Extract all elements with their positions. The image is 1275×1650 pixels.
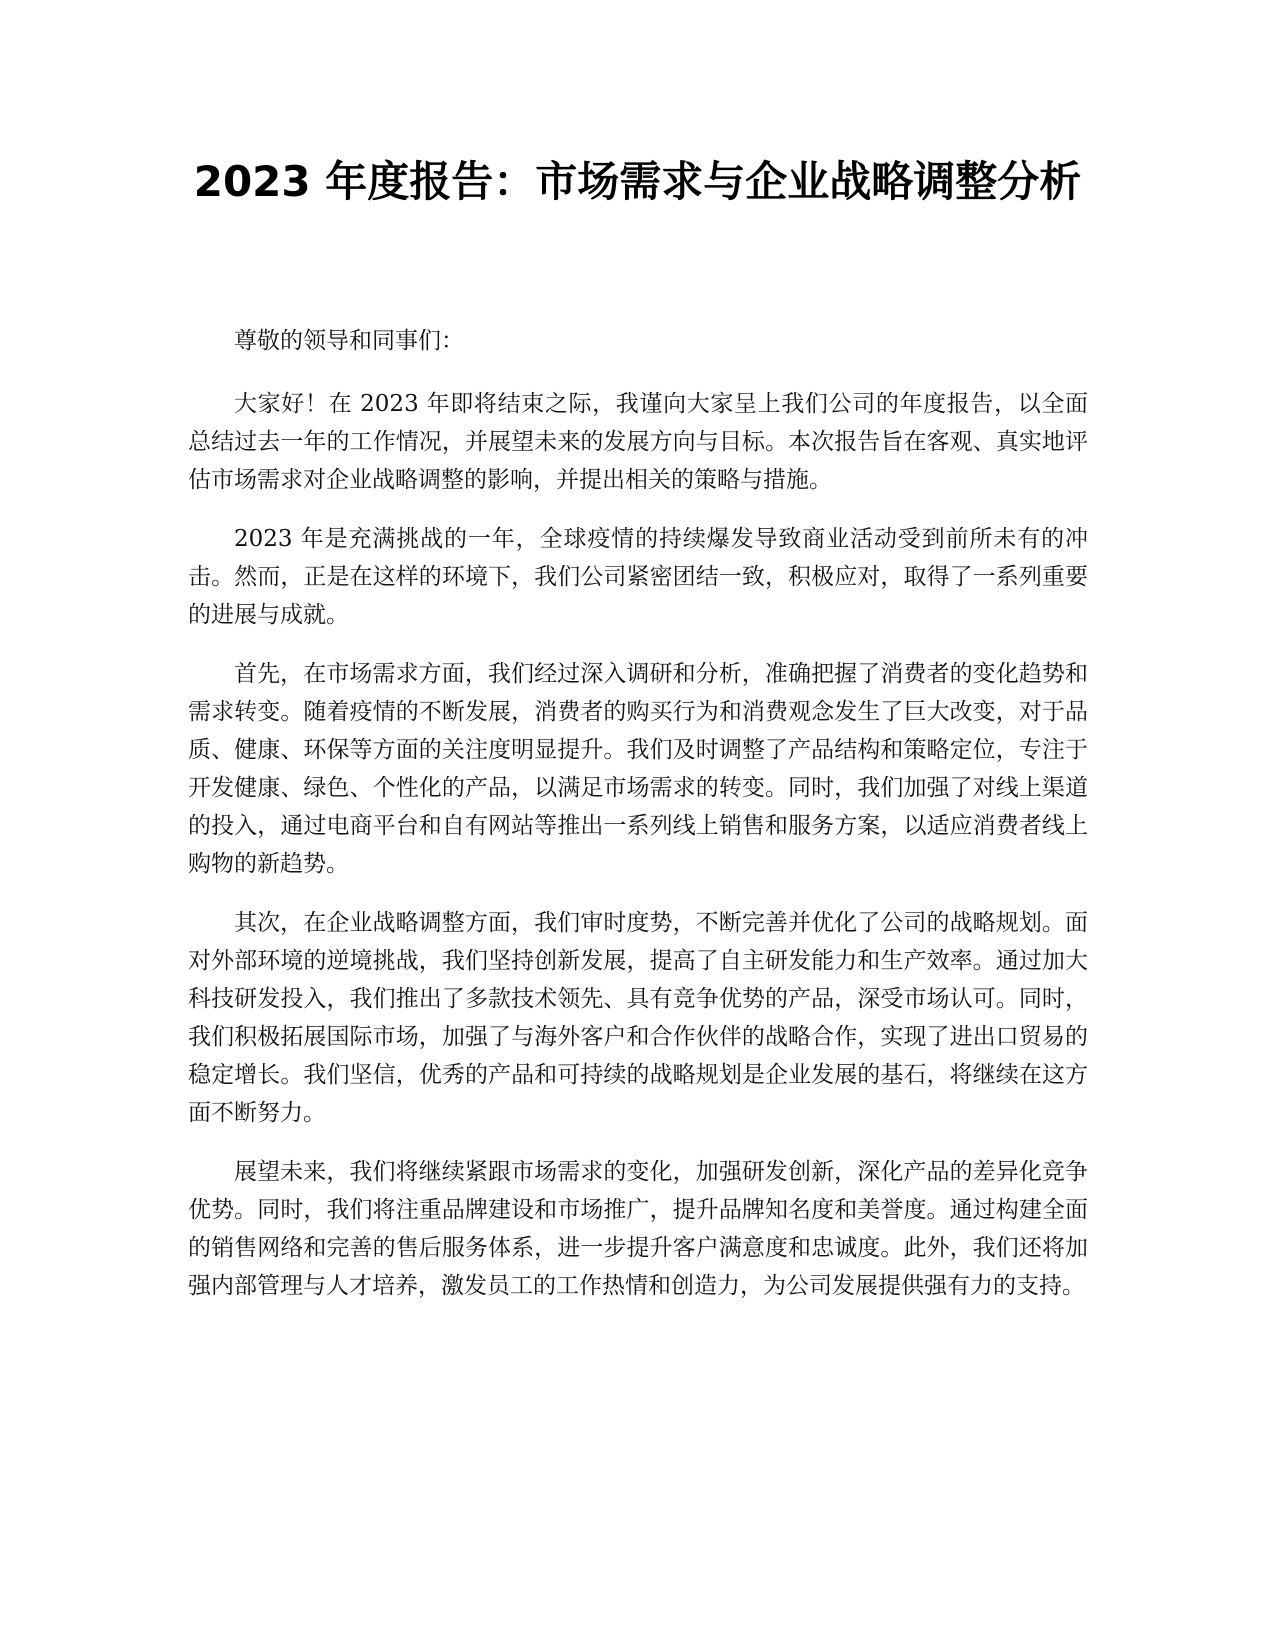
paragraph-intro: 大家好！在 2023 年即将结束之际，我谨向大家呈上我们公司的年度报告，以全面总结过去一年的工作情况，并展望未来的发展方向与目标。本次报告旨在客观、真实地评估市场需求对企业战略调整的影响，并提出相关的策略与措施。 xyxy=(188,391,1088,493)
document-title: 2023 年度报告：市场需求与企业战略调整分析 xyxy=(193,157,1082,206)
document-body xyxy=(188,322,1088,1326)
salutation: 尊敬的领导和同事们： xyxy=(234,328,464,354)
paragraph-market-demand: 首先，在市场需求方面，我们经过深入调研和分析，准确把握了消费者的变化趋势和需求转变。随着疫情的不断发展，消费者的购买行为和消费观念发生了巨大改变，对于品质、健康、环保等方面的关注度明显提升。我们及时调整了产品结构和策略定位，专注于开发健康、绿色、个性化的产品，以满足市场需求的转变。同时，我们加强了对线上渠道的投入，通过电商平台和自有网站等推出一系列线上销售和服务方案，以适应消费者线上购物的新趋势。 xyxy=(188,661,1088,877)
paragraph-outlook: 展望未来，我们将继续紧跟市场需求的变化，加强研发创新，深化产品的差异化竞争优势。同时，我们将注重品牌建设和市场推广，提升品牌知名度和美誉度。通过构建全面的销售网络和完善的售后服务体系，进一步提升客户满意度和忠诚度。此外，我们还将加强内部管理与人才培养，激发员工的工作热情和创造力，为公司发展提供强有力的支持。 xyxy=(188,1159,1088,1299)
paragraph-strategy-adjustment: 其次，在企业战略调整方面，我们审时度势，不断完善并优化了公司的战略规划。面对外部环境的逆境挑战，我们坚持创新发展，提高了自主研发能力和生产效率。通过加大科技研发投入，我们推出了多款技术领先、具有竞争优势的产品，深受市场认可。同时，我们积极拓展国际市场，加强了与海外客户和合作伙伴的战略合作，实现了进出口贸易的稳定增长。我们坚信，优秀的产品和可持续的战略规划是企业发展的基石，将继续在这方面不断努力。 xyxy=(188,910,1088,1126)
paragraph-challenges: 2023 年是充满挑战的一年，全球疫情的持续爆发导致商业活动受到前所未有的冲击。然而，正是在这样的环境下，我们公司紧密团结一致，积极应对，取得了一系列重要的进展与成就。 xyxy=(188,526,1088,628)
